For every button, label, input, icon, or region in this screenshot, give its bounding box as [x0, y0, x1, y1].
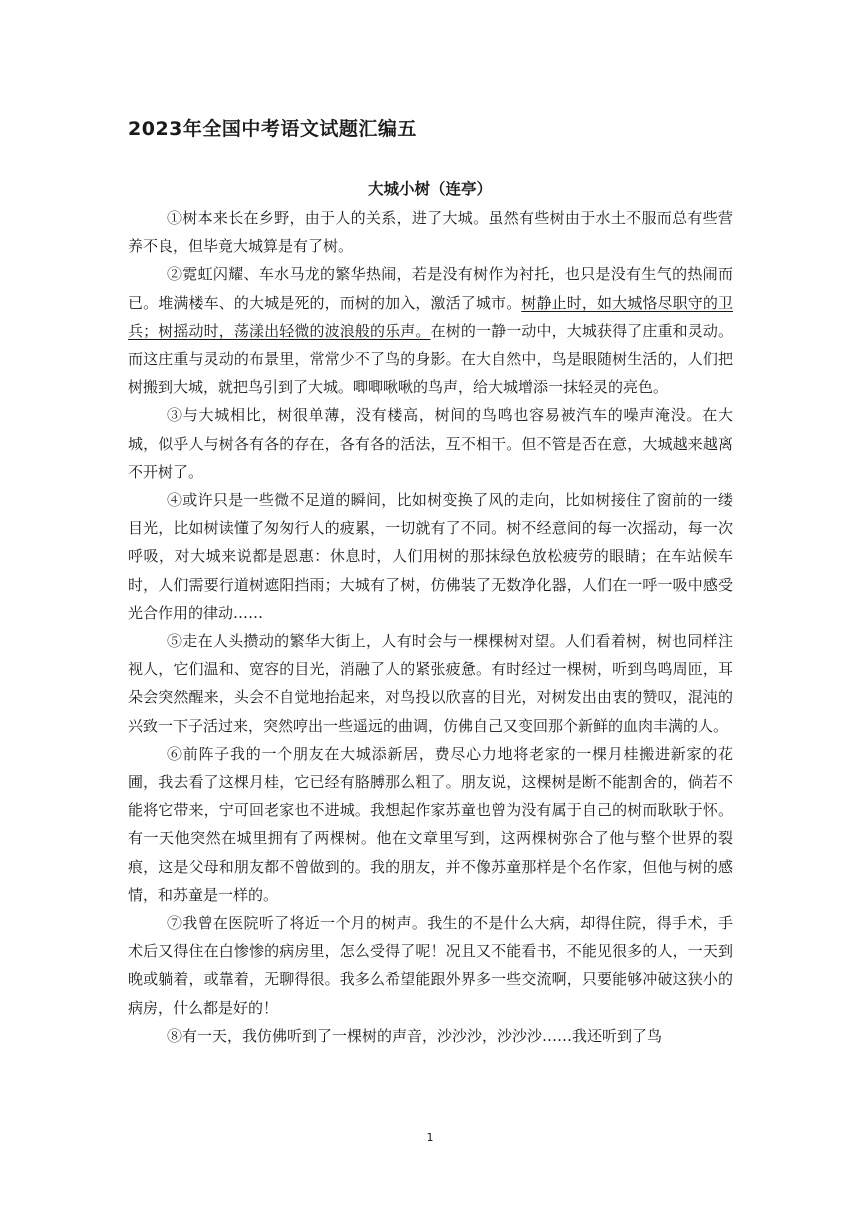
paragraph-4: ④或许只是一些微不足道的瞬间，比如树变换了风的走向，比如树接住了窗前的一缕目光，比如树读懂了匆匆行人的疲累，一切就有了不同。树不经意间的每一次摇动，每一次呼吸，对大城来说都是恩惠：休息时，人们用树的那抹绿色放松疲劳的眼睛；在车站候车时，人们需要行道树遮阳挡雨；大城有了树，仿佛装了无数净化器，人们在一呼一吸中感受光合作用的律动……	[128, 491, 733, 622]
paragraph-1: ①树本来长在乡野，由于人的关系，进了大城。虽然有些树由于水土不服而总有些营养不良，但毕竟大城算是有了树。	[128, 209, 733, 256]
page-number: 1	[426, 1131, 434, 1144]
essay-title: 大城小树（连亭）	[367, 180, 492, 198]
paragraph-5: ⑤走在人头攒动的繁华大街上，人有时会与一棵棵树对望。人们看着树，树也同样注视人，它们温和、宽容的目光，消融了人的紧张疲惫。有时经过一棵树，听到鸟鸣周匝，耳朵会突然醒来，头会不自觉地抬起来，对鸟投以欣喜的目光，对树发出由衷的赞叹，混沌的兴致一下子活过来，突然哼出一些遥远的曲调，仿佛自己又变回那个新鲜的血肉丰满的人。	[128, 632, 733, 735]
paragraph-7: ⑦我曾在医院听了将近一个月的树声。我生的不是什么大病，却得住院，得手术，手术后又得住在白惨惨的病房里，怎么受得了呢！况且又不能看书，不能见很多的人，一天到晚或躺着，或靠着，无聊得很。我多么希望能跟外界多一些交流啊，只要能够冲破这狭小的病房，什么都是好的！	[128, 914, 733, 1017]
paragraph-3: ③与大城相比，树很单薄，没有楼高，树间的鸟鸣也容易被汽车的噪声淹没。在大城，似乎人与树各有各的存在，各有各的活法，互不相干。但不管是否在意，大城越来越离不开树了。	[128, 406, 733, 481]
paragraph-2-before: ②霓虹闪耀、车水马龙的繁华热闹，若是没有树作为衬托，也只是没有生气的热闹而已。堆满楼车、的大城是死的，而树的加入，激活了城市。	[128, 265, 733, 312]
paragraph-2	[128, 260, 733, 401]
paragraph-6: ⑥前阵子我的一个朋友在大城添新居，费尽心力地将老家的一棵月桂搬进新家的花圃，我去看了这棵月桂，它已经有胳膊那么粗了。朋友说，这棵树是断不能割舍的，倘若不能将它带来，宁可回老家也不进城。我想起作家苏童也曾为没有属于自己的树而耿耿于怀。有一天他突然在城里拥有了两棵树。他在文章里写到，这两棵树弥合了他与整个世界的裂痕，这是父母和朋友都不曾做到的。我的朋友，并不像苏童那样是个名作家，但他与树的感情，和苏童是一样的。	[128, 744, 733, 904]
underlined-sentence: 树静止时，如大城恪尽职守的卫兵；树摇动时，荡漾出轻微的波浪般的乐声。	[128, 293, 733, 340]
document-title: 2023年全国中考语文试题汇编五	[128, 118, 417, 140]
essay-body	[128, 204, 733, 1050]
paragraph-2-after: 在树的一静一动中，大城获得了庄重和灵动。而这庄重与灵动的布景里，常常少不了鸟的身影。在大自然中，鸟是眼随树生活的，人们把树搬到大城，就把鸟引到了大城。唧唧啾啾的鸟声，给大城增添一抹轻灵的亮色。	[128, 321, 733, 397]
paragraph-8: ⑧有一天，我仿佛听到了一棵树的声音，沙沙沙，沙沙沙……我还听到了鸟	[167, 1026, 663, 1045]
